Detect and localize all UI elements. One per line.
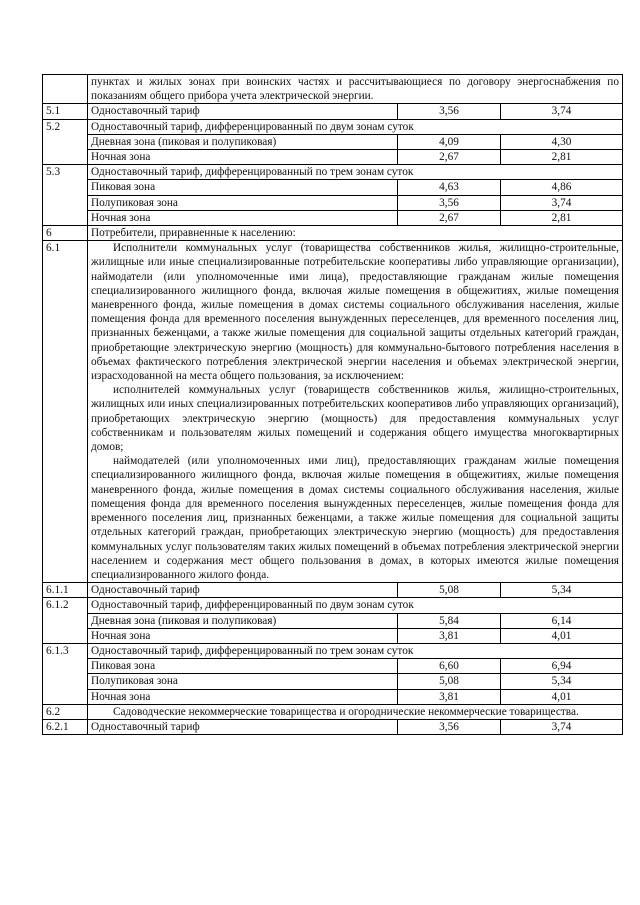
section-heading: Потребители, приравненные к населению: [88,226,623,241]
table-row [43,119,623,134]
table-row [43,643,623,658]
zone-label: Дневная зона (пиковая и полупиковая) [88,134,398,149]
tariff-value-1: 3,81 [398,628,501,643]
tariff-value-2: 5,34 [501,583,623,598]
section-heading: Одноставочный тариф, дифференцированный по двум зонам суток [88,119,623,134]
tariff-value-1: 5,08 [398,583,501,598]
tariff-value-2: 4,30 [501,134,623,149]
description-paragraph: Исполнители коммунальных услуг (товарищества собственников жилья, жилищно-строительные, жилищные или иные специализированные потребительские кооперативы либо управляющие организации), наймодатели (или уполномоченные ими лица), предоставляющие гражданам жилые помещения специализированного жилищного фонда, включая жилые помещения в общежитиях, жилые помещения маневренного фонда, жилые помещения в домах системы социального обслуживания населения, жилые помещения фонда для временного поселения вынужденных переселенцев, для временного поселения лиц, признанных беженцами, а также жилые помещения для социальной защиты отдельных категорий граждан, приобретающие электрическую энергию (мощность) для коммунально-бытового потребления населения в объемах фактического потребления электрической энергии населения и объемах электрической энергии, израсходованной на места общего пользования, за исключением: [91,242,620,383]
table-row [43,75,623,104]
zone-label: Дневная зона (пиковая и полупиковая) [88,613,398,628]
table-row [43,689,623,704]
tariff-value-1: 2,67 [398,150,501,165]
row-number [43,75,88,104]
tariff-value-1: 3,81 [398,689,501,704]
tariff-value-2: 3,74 [501,195,623,210]
zone-label: Ночная зона [88,689,398,704]
zone-label: Полупиковая зона [88,674,398,689]
tariff-label: Одноставочный тариф [88,104,398,119]
row-number: 5.2 [43,119,88,165]
tariff-value-2: 2,81 [501,150,623,165]
zone-label: Ночная зона [88,210,398,225]
description-paragraph: наймодателей (или уполномоченных ими лиц), предоставляющих гражданам жилые помещения специализированного жилищного фонда, включая жилые помещения в общежитиях, жилые помещения маневренного фонда, жилые помещения в домах системы социального обслуживания населения, жилые помещения фонда для временного поселения вынужденных переселенцев, жилые помещения фонда для временного поселения лиц, признанных беженцами, а также жилые помещения для социальной защиты отдельных категорий граждан, приобретающих электрическую энергию (мощность) для предоставления коммунальных услуг пользователям таких жилых помещений в объемах потребления электрической энергии населением и содержания мест общего пользования в домах, в которых имеются жилые помещения специализированного жилого фонда. [91,455,620,581]
tariff-value-2: 3,74 [501,104,623,119]
table-row [43,598,623,613]
table-row [43,104,623,119]
table-row [43,583,623,598]
row-number: 6.1 [43,241,88,583]
row-number: 5.1 [43,104,88,119]
table-row [43,134,623,149]
consumer-description [88,241,623,583]
table-row [43,210,623,225]
table-row [43,704,623,719]
row-text: пунктах и жилых зонах при воинских частях и рассчитывающиеся по договору энергоснабжения по показаниям общего прибора учета электрической энергии. [88,75,623,104]
table-row [43,180,623,195]
zone-label: Пиковая зона [88,659,398,674]
table-row [43,674,623,689]
tariff-value-1: 2,67 [398,210,501,225]
tariff-value-1: 3,56 [398,104,501,119]
row-number: 6.2 [43,704,88,719]
tariff-value-2: 4,01 [501,628,623,643]
tariff-value-1: 5,84 [398,613,501,628]
tariff-label: Одноставочный тариф [88,583,398,598]
tariff-value-2: 6,94 [501,659,623,674]
tariff-value-1: 3,56 [398,195,501,210]
zone-label: Ночная зона [88,150,398,165]
table-row [43,241,623,583]
tariff-value-1: 6,60 [398,659,501,674]
table-row [43,195,623,210]
tariff-value-2: 2,81 [501,210,623,225]
tariff-value-2: 4,86 [501,180,623,195]
row-number: 6.1.3 [43,643,88,704]
row-number: 5.3 [43,165,88,226]
tariff-label: Одноставочный тариф [88,719,398,734]
table-row [43,719,623,734]
tariff-value-1: 3,56 [398,719,501,734]
section-heading: Одноставочный тариф, дифференцированный по трем зонам суток [88,165,623,180]
row-number: 6.1.1 [43,583,88,598]
tariff-table [42,74,623,735]
table-row [43,150,623,165]
tariff-value-1: 4,09 [398,134,501,149]
section-heading: Садоводческие некоммерческие товарищества и огороднические некоммерческие товарищества. [88,704,623,719]
table-row [43,165,623,180]
section-heading: Одноставочный тариф, дифференцированный по двум зонам суток [88,598,623,613]
tariff-value-2: 3,74 [501,719,623,734]
zone-label: Пиковая зона [88,180,398,195]
table-row [43,613,623,628]
table-row [43,628,623,643]
row-number: 6.1.2 [43,598,88,644]
tariff-value-1: 4,63 [398,180,501,195]
tariff-value-2: 4,01 [501,689,623,704]
tariff-value-1: 5,08 [398,674,501,689]
tariff-value-2: 5,34 [501,674,623,689]
tariff-value-2: 6,14 [501,613,623,628]
zone-label: Ночная зона [88,628,398,643]
row-number: 6 [43,226,88,241]
section-heading: Одноставочный тариф, дифференцированный по трем зонам суток [88,643,623,658]
description-paragraph: исполнителей коммунальных услуг (товариществ собственников жилья, жилищно-строительных, жилищных или иных специализированных потребительских кооперативов либо управляющих организаций), приобретающих электрическую энергию (мощность) для предоставления коммунальных услуг собственникам и пользователям жилых помещений и содержания общего имущества многоквартирных домов; [91,384,620,454]
table-row [43,226,623,241]
table-row [43,659,623,674]
zone-label: Полупиковая зона [88,195,398,210]
row-number: 6.2.1 [43,719,88,734]
